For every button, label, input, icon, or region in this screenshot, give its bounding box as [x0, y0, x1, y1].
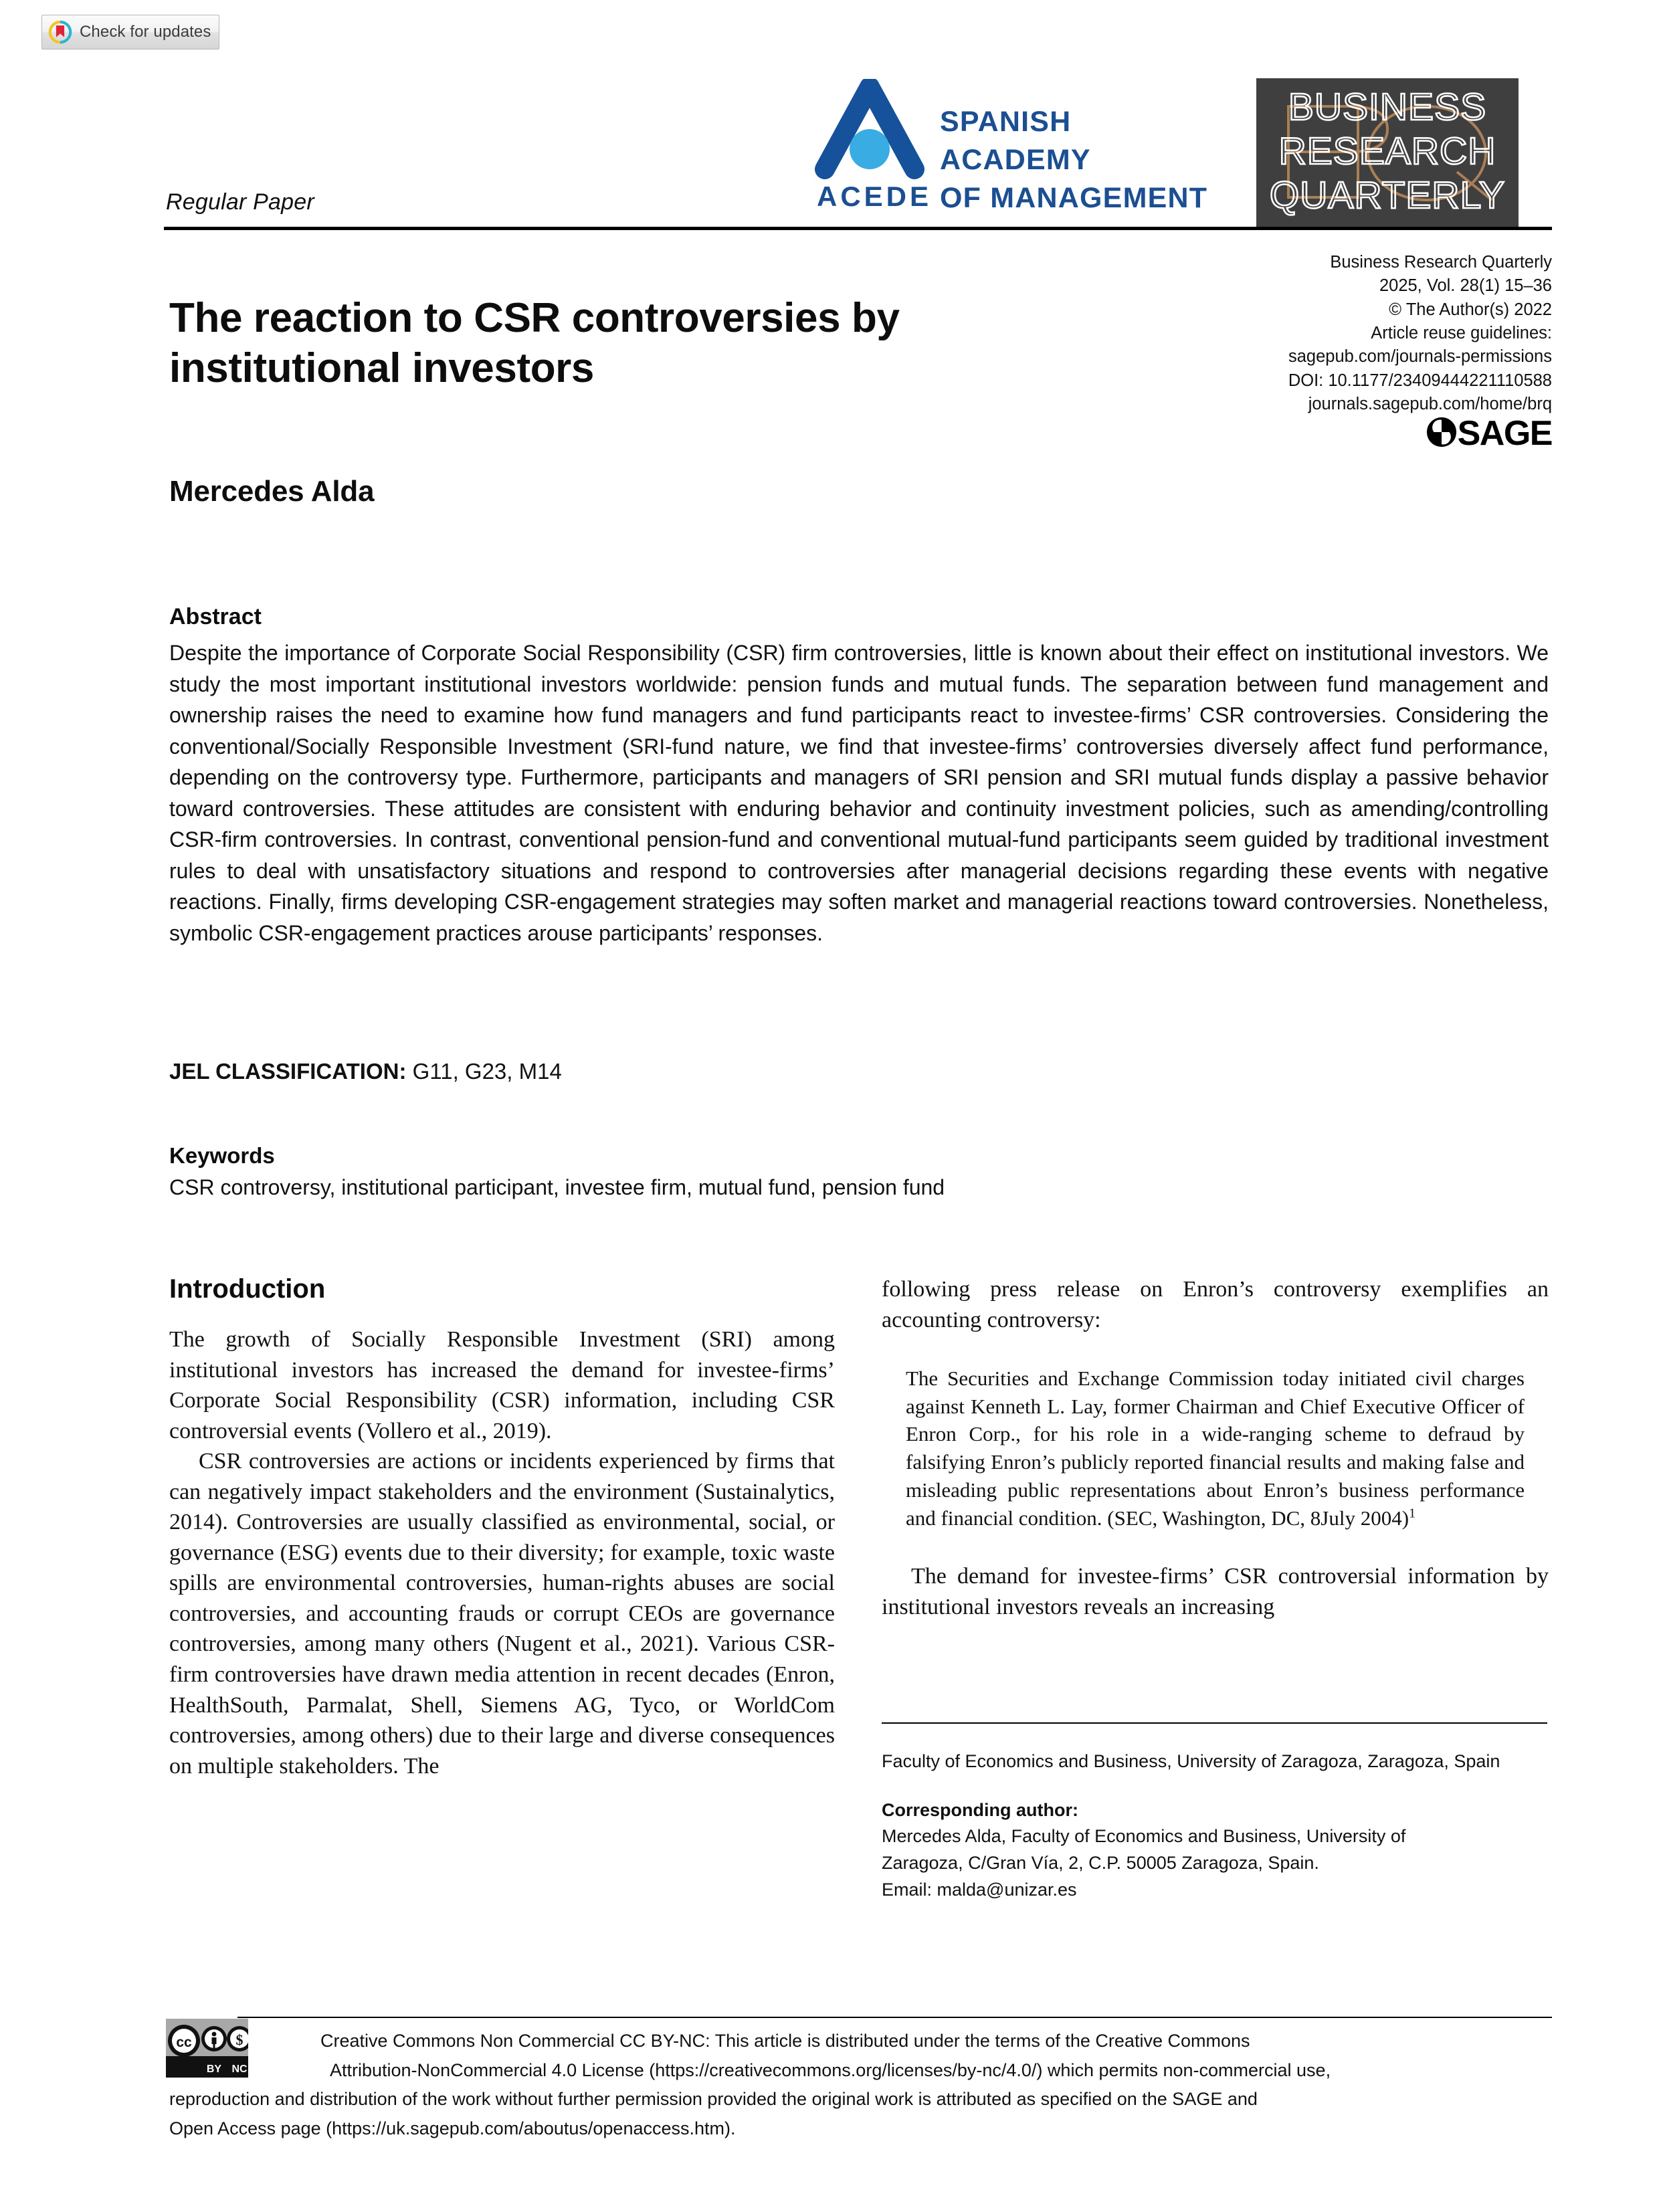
corresponding-author-line2: Zaragoza, C/Gran Vía, 2, C.P. 50005 Zaragoza, Spain.: [882, 1853, 1319, 1874]
svg-text:$: $: [235, 2031, 243, 2048]
keywords-heading: Keywords: [169, 1143, 275, 1168]
svg-text:BUSINESS: BUSINESS: [1288, 86, 1487, 128]
paragraph: The growth of Socially Responsible Investment (SRI) among institutional investors has increased the demand for investee-firms’ Corporate Social Responsibility (CSR) information, including CSR controversial events (Vollero et al., 2019).: [169, 1327, 835, 1443]
abstract-text: Despite the importance of Corporate Social Responsibility (CSR) firm controversies, little is known about their effect on institutional investors. We study the most important institutional investors worldwide: pension funds and mutual funds. The separation between fund management and ownership raises the need to examine how fund managers and fund participants react to investee-firms’ CSR controversies. Considering the conventional/Socially Responsible Investment (SRI-fund nature, we find that investee-firms’ controversies diversely affect fund performance, depending on the controversy type. Furthermore, participants and managers of SRI pension and SRI mutual funds display a passive behavior toward controversies. These attitudes are consistent with enduring behavior and continuity investment policies, such as amending/controlling CSR-firm controversies. In contrast, conventional pension-fund and conventional mutual-fund participants seem guided by traditional investment rules to deal with unsatisfactory situations and respond to controversies after managerial decisions regarding these events with negative reactions. Finally, firms developing CSR-engagement strategies may soften market and managerial reactions toward controversies. Nonetheless, symbolic CSR-engagement practices arouse participants’ responses.: [169, 641, 1549, 945]
license-line-2: Attribution-NonCommercial 4.0 License (https://creativecommons.org/licenses/by-nc/4.0/) which permits non-commercial use,: [330, 2059, 1331, 2080]
sage-publisher-logo: [1426, 414, 1552, 453]
check-for-updates-label: Check for updates: [80, 23, 211, 41]
keywords-text: CSR controversy, institutional participant, investee firm, mutual fund, pension fund: [169, 1175, 945, 1199]
abstract-heading: Abstract: [169, 604, 262, 629]
acede-fullname-line2: OF MANAGEMENT: [940, 182, 1208, 215]
corresponding-author-email[interactable]: Email: malda@unizar.es: [882, 1879, 1077, 1900]
page-title: The reaction to CSR controversies by institutional investors: [169, 294, 900, 392]
corresponding-author-line1: Mercedes Alda, Faculty of Economics and Business, University of: [882, 1826, 1406, 1847]
sage-s-icon: [1426, 416, 1458, 451]
journal-copyright: © The Author(s) 2022: [1389, 300, 1552, 319]
paragraph: The demand for investee-firms’ CSR controversial information by institutional investors reveals an increasing: [882, 1564, 1549, 1619]
brq-title-text: [1256, 78, 1519, 227]
svg-text:RESEARCH: RESEARCH: [1278, 130, 1496, 173]
journal-permissions-link[interactable]: sagepub.com/journals-permissions: [1288, 347, 1552, 367]
journal-reuse-label: Article reuse guidelines:: [1371, 323, 1552, 342]
affiliation-text: Faculty of Economics and Business, University of Zaragoza, Zaragoza, Spain: [882, 1751, 1500, 1771]
license-line-3: reproduction and distribution of the work without further permission provided the original work is attributed as specified on the SAGE and: [169, 2089, 1258, 2110]
journal-volume: 2025, Vol. 28(1) 15–36: [1379, 276, 1552, 296]
jel-codes: G11, G23, M14: [412, 1059, 562, 1084]
footnote-divider: [882, 1722, 1547, 1724]
license-line-4: Open Access page (https://uk.sagepub.com/aboutus/openaccess.htm).: [169, 2118, 736, 2139]
jel-classification: [169, 1059, 562, 1084]
journal-name: Business Research Quarterly: [1330, 253, 1552, 272]
license-divider: [237, 2017, 1552, 2018]
affiliation-block: [882, 1748, 1547, 1903]
svg-text:cc: cc: [176, 2035, 192, 2050]
acede-fullname-line1: SPANISH ACADEMY: [940, 106, 1091, 177]
header-divider: [164, 227, 1552, 230]
brq-journal-logo: [1256, 78, 1519, 227]
body-column-right: [882, 1274, 1549, 1622]
acede-fullname: [940, 103, 1214, 218]
paragraph: CSR controversies are actions or incidents experienced by firms that can negatively impact stakeholders and the environment (Sustainalytics, 2014). Controversies are usually classified as environmental, social, or governance (ESG) events due to their diversity; for example, toxic waste spills are environmental controversies, human-rights abuses are social controversies, and accounting frauds or corrupt CEOs are governance controversies, among many others (Nugent et al., 2021). Various CSR-firm controversies have drawn media attention in recent decades (Enron, HealthSouth, Parmalat, Shell, Siemens AG, Tyco, or WorldCom controversies, among others) due to their large and diverse consequences on multiple stakeholders. The: [169, 1449, 835, 1779]
license-line-1: Creative Commons Non Commercial CC BY-NC: This article is distributed under the terms of the Creative Commons: [320, 2031, 1250, 2051]
corresponding-author-heading: Corresponding author:: [882, 1799, 1078, 1820]
block-quote: [906, 1365, 1525, 1532]
introduction-heading: Introduction: [169, 1274, 326, 1304]
author-name: Mercedes Alda: [169, 475, 375, 508]
article-type-label: Regular Paper: [166, 189, 314, 215]
journal-home-link[interactable]: journals.sagepub.com/home/brq: [1308, 394, 1552, 413]
acede-logo: [813, 79, 1214, 223]
block-quote-text: The Securities and Exchange Commission today initiated civil charges against Kenneth L. Lay, former Chairman and Chief Executive Officer of Enron Corp., for his role in a wide-ranging scheme to defraud by falsifying Enron’s publicly reported financial results and making false and misleading public representations about Enron’s business performance and financial condition. (SEC, Washington, DC, 8July 2004): [906, 1367, 1525, 1530]
footnote-marker[interactable]: 1: [1409, 1506, 1416, 1521]
jel-label: JEL CLASSIFICATION:: [169, 1059, 407, 1084]
paragraph: following press release on Enron’s controversy exemplifies an accounting controversy:: [882, 1277, 1549, 1332]
svg-text:QUARTERLY: QUARTERLY: [1269, 174, 1506, 217]
body-column-left: [169, 1274, 835, 1781]
acede-wordmark: ACEDE: [817, 181, 933, 212]
svg-text:NC: NC: [231, 2064, 248, 2075]
sage-wordmark: SAGE: [1457, 414, 1552, 453]
license-text: [169, 2027, 1551, 2144]
crossmark-icon: [47, 19, 73, 45]
check-for-updates-button[interactable]: [41, 15, 219, 49]
acede-triangle-icon: [813, 79, 926, 186]
svg-text:BY: BY: [206, 2064, 222, 2075]
journal-metadata: [1084, 251, 1552, 416]
journal-doi[interactable]: DOI: 10.1177/23409444221110588: [1288, 371, 1552, 390]
